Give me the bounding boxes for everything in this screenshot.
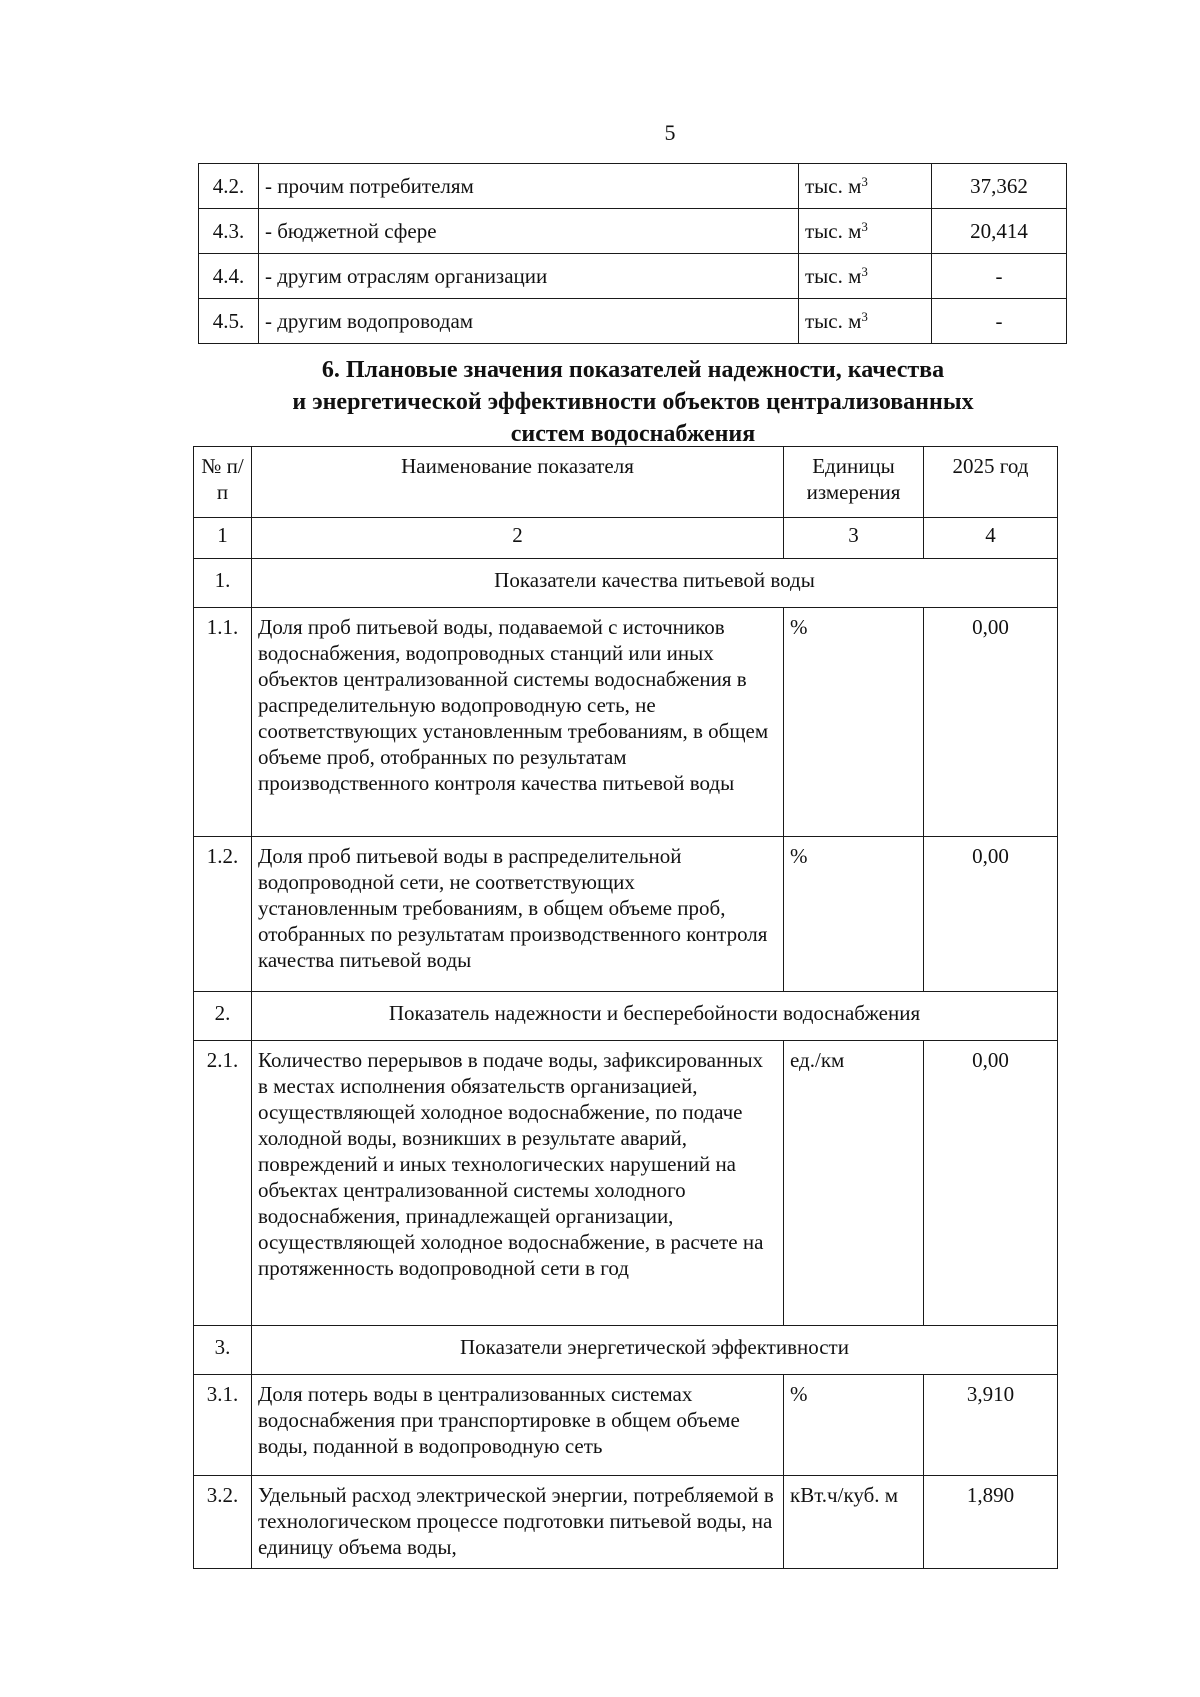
row-unit xyxy=(799,254,932,299)
row-number: 4.5. xyxy=(199,299,259,344)
column-index: 4 xyxy=(924,518,1058,559)
row-unit: % xyxy=(784,837,924,992)
row-number: 1.2. xyxy=(194,837,252,992)
table-row xyxy=(199,254,1067,299)
section-row xyxy=(194,559,1058,608)
unit-text: тыс. м xyxy=(805,174,862,198)
continued-table xyxy=(198,163,1067,344)
row-number: 3.2. xyxy=(194,1476,252,1569)
row-value: 3,910 xyxy=(924,1375,1058,1476)
header-name: Наименование показателя xyxy=(252,447,784,518)
row-unit xyxy=(799,299,932,344)
row-name: Доля потерь воды в централизованных системах водоснабжения при транспортировке в общем объеме воды, поданной в водопроводную сеть xyxy=(252,1375,784,1476)
table-row xyxy=(194,1476,1058,1569)
row-name: - другим отраслям организации xyxy=(259,254,799,299)
row-name: - другим водопроводам xyxy=(259,299,799,344)
row-unit xyxy=(799,164,932,209)
row-name: Доля проб питьевой воды, подаваемой с источников водоснабжения, водопроводных станций или иных объектов централизованной системы водоснабжения в распределительную водопроводную сеть, не соответствующих установленным требованиям, в общем объеме проб, отобранных по результатам производственного контроля качества питьевой воды xyxy=(252,608,784,837)
table-row xyxy=(194,837,1058,992)
row-number: 4.3. xyxy=(199,209,259,254)
row-unit: ед./км xyxy=(784,1041,924,1326)
column-index: 2 xyxy=(252,518,784,559)
unit-superscript: 3 xyxy=(861,174,868,189)
row-value: 0,00 xyxy=(924,1041,1058,1326)
row-number: 1.1. xyxy=(194,608,252,837)
row-number: 3.1. xyxy=(194,1375,252,1476)
column-index: 1 xyxy=(194,518,252,559)
heading-line: 6. Плановые значения показателей надежности, качества xyxy=(321,357,945,383)
row-unit xyxy=(799,209,932,254)
row-value: 37,362 xyxy=(932,164,1067,209)
row-unit: % xyxy=(784,608,924,837)
table-row xyxy=(194,1375,1058,1476)
row-value: 20,414 xyxy=(932,209,1067,254)
row-value: 0,00 xyxy=(924,608,1058,837)
indicators-table xyxy=(193,446,1058,1569)
column-index-row xyxy=(194,518,1058,559)
row-unit: кВт.ч/куб. м xyxy=(784,1476,924,1569)
section-row xyxy=(194,992,1058,1041)
heading-line: систем водоснабжения xyxy=(510,421,756,447)
unit-superscript: 3 xyxy=(861,219,868,234)
row-name: Доля проб питьевой воды в распределительной водопроводной сети, не соответствующих установленным требованиям, в общем объеме проб, отобранных по результатам производственного контроля качества питьевой воды xyxy=(252,837,784,992)
header-num: № п/п xyxy=(194,447,252,518)
page-number: 5 xyxy=(664,120,676,145)
section-number: 2. xyxy=(194,992,252,1041)
column-index: 3 xyxy=(784,518,924,559)
row-number: 4.2. xyxy=(199,164,259,209)
heading-line: и энергетической эффективности объектов централизованных xyxy=(292,389,974,415)
section-row xyxy=(194,1326,1058,1375)
unit-superscript: 3 xyxy=(861,264,868,279)
row-value: 0,00 xyxy=(924,837,1058,992)
row-number: 4.4. xyxy=(199,254,259,299)
unit-text: тыс. м xyxy=(805,219,862,243)
unit-text: тыс. м xyxy=(805,264,862,288)
table-row xyxy=(199,299,1067,344)
section-title: Показатели качества питьевой воды xyxy=(252,559,1058,608)
row-value: - xyxy=(932,299,1067,344)
row-number: 2.1. xyxy=(194,1041,252,1326)
header-unit: Единицы измерения xyxy=(784,447,924,518)
header-row xyxy=(194,447,1058,518)
unit-text: тыс. м xyxy=(805,309,862,333)
row-name: Количество перерывов в подаче воды, зафиксированных в местах исполнения обязательств организацией, осуществляющей холодное водоснабжение, по подаче холодной воды, возникших в результате аварий, повреждений и иных технологических нарушений на объектах централизованной системы холодного водоснабжения, принадлежащей организации, осуществляющей холодное водоснабжение, в расчете на протяженность водопроводной сети в год xyxy=(252,1041,784,1326)
table-row xyxy=(194,1041,1058,1326)
row-value: - xyxy=(932,254,1067,299)
table-row xyxy=(194,608,1058,837)
section-number: 3. xyxy=(194,1326,252,1375)
row-name: Удельный расход электрической энергии, потребляемой в технологическом процессе подготовки питьевой воды, на единицу объема воды, xyxy=(252,1476,784,1569)
table-row xyxy=(199,164,1067,209)
table-row xyxy=(199,209,1067,254)
header-year: 2025 год xyxy=(924,447,1058,518)
row-value: 1,890 xyxy=(924,1476,1058,1569)
row-name: - бюджетной сфере xyxy=(259,209,799,254)
section-title: Показатель надежности и бесперебойности водоснабжения xyxy=(252,992,1058,1041)
section-number: 1. xyxy=(194,559,252,608)
row-unit: % xyxy=(784,1375,924,1476)
unit-superscript: 3 xyxy=(861,309,868,324)
section-title: Показатели энергетической эффективности xyxy=(252,1326,1058,1375)
section-heading xyxy=(198,354,1068,450)
row-name: - прочим потребителям xyxy=(259,164,799,209)
